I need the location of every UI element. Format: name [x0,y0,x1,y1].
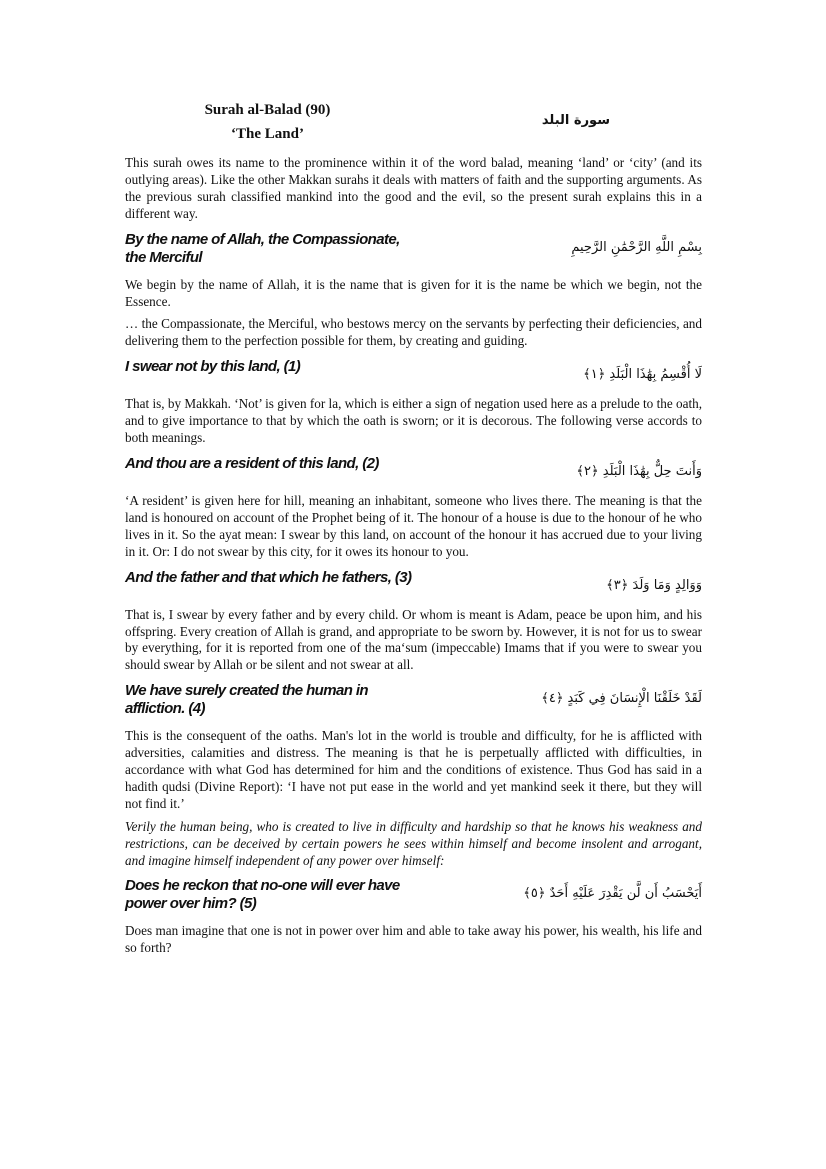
title-block [180,100,355,144]
verse-arabic: لَقَدْ خَلَقْنَا الْإِنسَانَ فِي كَبَدٍ ﴿٤﴾ [541,691,702,707]
verse-row-basmala [125,231,702,267]
commentary-paragraph: This is the consequent of the oaths. Man's lot in the world is trouble and difficulty, for he is afflicted with adversities, calamities and distress. The meaning is that he is perpetually afflicted with difficulties, in accordance with what God has determined for him and the conditions of existence. Thus God has said in a hadith qudsi (Divine Report): ‘I have not put ease in the world and yet mankind seek it there, but they will not find it.’ [125,728,702,811]
verse-row-5 [125,877,702,913]
verse-translation: We have surely created the human in affliction. (4) [125,682,368,718]
verse-row-3 [125,569,702,597]
verse-translation: By the name of Allah, the Compassionate, the Merciful [125,230,400,266]
verse-translation: And thou are a resident of this land, (2) [125,454,379,472]
commentary-paragraph: We begin by the name of Allah, it is the name that is given for it is the name be which we begin, not the Essence. [125,276,702,309]
page-subtitle: ‘The Land’ [231,126,304,142]
page-title: Surah al-Balad (90) [204,102,331,118]
commentary-paragraph: ‘A resident’ is given here for hill, meaning an inhabitant, someone who lives there. The meaning is that the land is honoured on account of the Prophet being of it. The honour of a house is due to the honour of he who lives in it. So the ayat mean: I swear by this land, on account of the honour it has accrued due to your living in it. Or: I do not swear by this city, for it owes its honour to you. [125,492,702,559]
arabic-title: سورة البلد [541,113,610,128]
verse-row-2 [125,455,702,483]
verse-translation: Does he reckon that no-one will ever have power over him? (5) [125,877,400,913]
verse-translation: And the father and that which he fathers, (3) [125,568,412,586]
document-body [125,155,702,963]
intro-paragraph: This surah owes its name to the prominence within it of the word balad, meaning ‘land’ or ‘city’ (and its outlying areas). Like the other Makkan surahs it deals with matters of faith and the supporting arguments. As the previous surah classified mankind into the good and the evil, so the present surah explains this in a different way. [125,155,702,221]
verse-arabic: بِسْمِ اللَّهِ الرَّحْمَٰنِ الرَّحِيمِ [571,239,702,255]
verse-arabic: أَيَحْسَبُ أَن لَّن يَقْدِرَ عَلَيْهِ أَحَدٌ ﴿٥﴾ [523,886,702,902]
commentary-paragraph: That is, I swear by every father and by every child. Or whom is meant is Adam, peace be upon him, and his offspring. Every creation of Allah is grand, and appropriate to be sworn by. However, it is not for us to swear by everything, for it is reported from one of the ma‘sum (impeccable) Imams that if you were to swear you should swear by Allah or be silent and not swear at all. [125,606,702,673]
verse-row-1 [125,358,702,386]
commentary-paragraph: That is, by Makkah. ‘Not’ is given for la, which is either a sign of negation used here as a prelude to the oath, and to give importance to that by which the oath is sworn; or it is decorous. The following verse accords to both meanings. [125,396,702,446]
verse-arabic: لَا أُقْسِمُ بِهَٰذَا الْبَلَدِ ﴿١﴾ [583,367,702,383]
commentary-paragraph: Does man imagine that one is not in power over him and able to take away his power, his wealth, his life and so forth? [125,923,702,956]
verse-arabic: وَأَنتَ حِلٌّ بِهَٰذَا الْبَلَدِ ﴿٢﴾ [576,463,702,479]
commentary-italic-paragraph: Verily the human being, who is created to live in difficulty and hardship so that he knows his weakness and restrictions, can be deceived by certain powers he sees within himself and become insolent and arrogant, and imagine himself independent of any power over himself: [125,818,702,868]
verse-arabic: وَوَالِدٍ وَمَا وَلَدَ ﴿٣﴾ [606,577,702,593]
commentary-paragraph: … the Compassionate, the Merciful, who bestows mercy on the servants by perfecting their deficiencies, and delivering them to the perfection possible for them, by creating and guiding. [125,316,702,349]
verse-translation: I swear not by this land, (1) [125,358,301,376]
verse-row-4 [125,682,702,718]
